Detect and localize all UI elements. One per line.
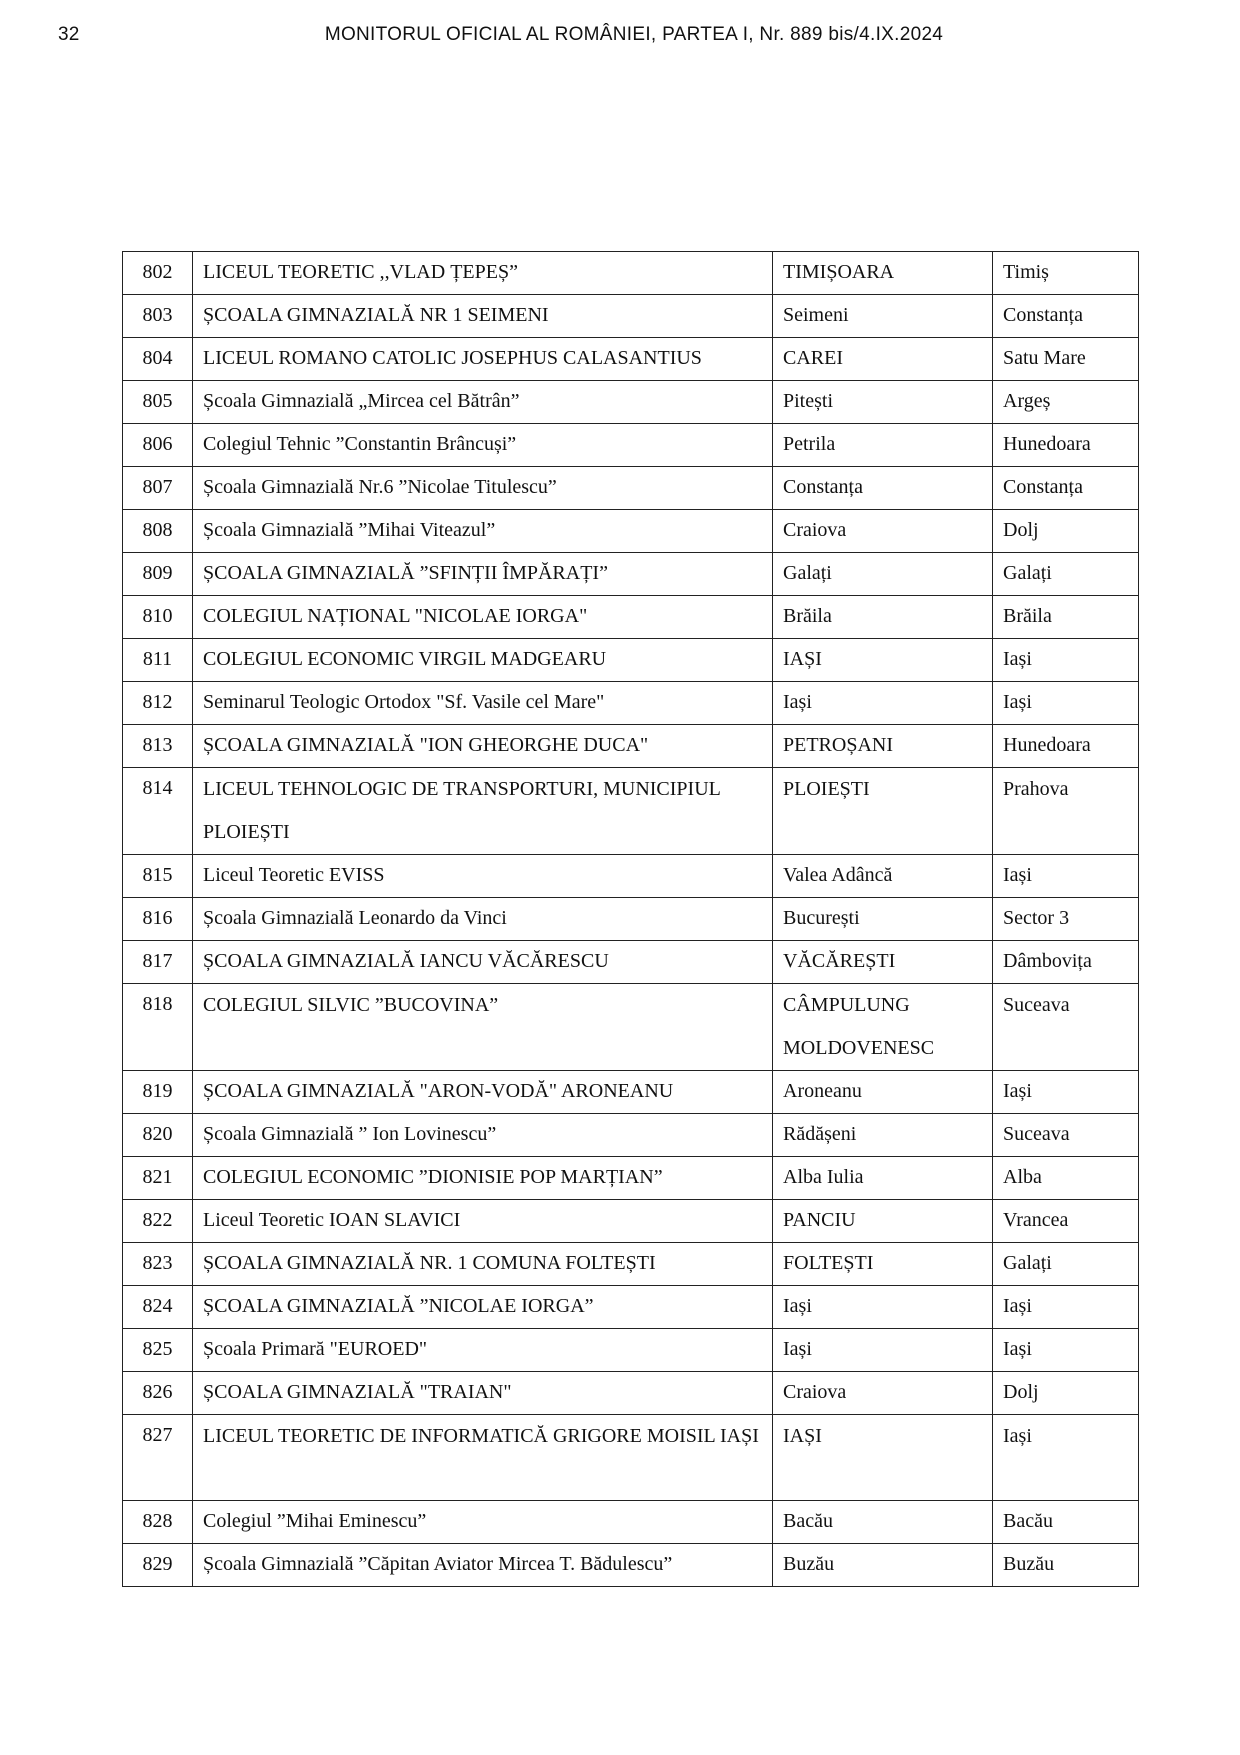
table-row [123,1200,1139,1243]
school-name: Școala Gimnazială ” Ion Lovinescu” [193,1114,773,1157]
row-number: 822 [123,1200,193,1243]
school-name: LICEUL TEHNOLOGIC DE TRANSPORTURI, MUNICIPIUL PLOIEȘTI [193,768,773,855]
school-name: Școala Gimnazială Leonardo da Vinci [193,898,773,941]
county: Alba [993,1157,1139,1200]
locality: Galați [773,553,993,596]
table-row [123,639,1139,682]
locality: Pitești [773,381,993,424]
school-name: ȘCOALA GIMNAZIALĂ NR 1 SEIMENI [193,295,773,338]
county: Prahova [993,768,1139,855]
school-name: Școala Gimnazială ”Mihai Viteazul” [193,510,773,553]
county: Suceava [993,1114,1139,1157]
row-number: 812 [123,682,193,725]
row-number: 823 [123,1243,193,1286]
locality: Valea Adâncă [773,855,993,898]
table-row [123,467,1139,510]
schools-table-body [123,252,1139,1587]
county: Buzău [993,1544,1139,1587]
school-name: ȘCOALA GIMNAZIALĂ IANCU VĂCĂRESCU [193,941,773,984]
school-name: Colegiul ”Mihai Eminescu” [193,1501,773,1544]
table-row [123,1286,1139,1329]
locality: Craiova [773,1372,993,1415]
county: Timiș [993,252,1139,295]
locality: Rădășeni [773,1114,993,1157]
county: Bacău [993,1501,1139,1544]
school-name: COLEGIUL SILVIC ”BUCOVINA” [193,984,773,1071]
row-number: 825 [123,1329,193,1372]
table-row [123,1071,1139,1114]
school-name: LICEUL TEORETIC DE INFORMATICĂ GRIGORE MOISIL IAȘI [193,1415,773,1501]
row-number: 817 [123,941,193,984]
row-number: 826 [123,1372,193,1415]
school-name: Școala Gimnazială ”Căpitan Aviator Mircea T. Bădulescu” [193,1544,773,1587]
row-number: 803 [123,295,193,338]
table-row [123,768,1139,855]
table-row [123,1415,1139,1501]
county: Galați [993,553,1139,596]
school-name: LICEUL TEORETIC ,,VLAD ȚEPEȘ” [193,252,773,295]
table-row [123,252,1139,295]
table-row [123,941,1139,984]
row-number: 820 [123,1114,193,1157]
locality: Brăila [773,596,993,639]
row-number: 809 [123,553,193,596]
table-row [123,898,1139,941]
locality: Iași [773,1329,993,1372]
table-row [123,1501,1139,1544]
table-row [123,338,1139,381]
row-number: 806 [123,424,193,467]
row-number: 807 [123,467,193,510]
county: Brăila [993,596,1139,639]
county: Iași [993,1286,1139,1329]
school-name: Școala Primară "EUROED" [193,1329,773,1372]
school-name: Seminarul Teologic Ortodox "Sf. Vasile cel Mare" [193,682,773,725]
county: Iași [993,855,1139,898]
row-number: 828 [123,1501,193,1544]
row-number: 815 [123,855,193,898]
row-number: 811 [123,639,193,682]
county: Iași [993,639,1139,682]
school-name: ȘCOALA GIMNAZIALĂ NR. 1 COMUNA FOLTEȘTI [193,1243,773,1286]
county: Argeș [993,381,1139,424]
school-name: Școala Gimnazială Nr.6 ”Nicolae Titulescu” [193,467,773,510]
county: Vrancea [993,1200,1139,1243]
row-number: 819 [123,1071,193,1114]
locality: PLOIEȘTI [773,768,993,855]
page-number: 32 [58,24,80,45]
locality: Petrila [773,424,993,467]
school-name: Liceul Teoretic IOAN SLAVICI [193,1200,773,1243]
locality: PANCIU [773,1200,993,1243]
locality: PETROȘANI [773,725,993,768]
county: Constanța [993,467,1139,510]
row-number: 814 [123,768,193,855]
table-row [123,725,1139,768]
locality: Bacău [773,1501,993,1544]
table-row [123,424,1139,467]
locality: Buzău [773,1544,993,1587]
locality: Iași [773,682,993,725]
county: Satu Mare [993,338,1139,381]
row-number: 824 [123,1286,193,1329]
locality: Craiova [773,510,993,553]
school-name: ȘCOALA GIMNAZIALĂ "ARON-VODĂ" ARONEANU [193,1071,773,1114]
locality: VĂCĂREȘTI [773,941,993,984]
page-header-title: MONITORUL OFICIAL AL ROMÂNIEI, PARTEA I, Nr. 889 bis/4.IX.2024 [324,24,944,45]
school-name: COLEGIUL ECONOMIC VIRGIL MADGEARU [193,639,773,682]
row-number: 818 [123,984,193,1071]
county: Iași [993,1415,1139,1501]
locality: Aroneanu [773,1071,993,1114]
county: Galați [993,1243,1139,1286]
table-row [123,510,1139,553]
locality: Seimeni [773,295,993,338]
school-name: ȘCOALA GIMNAZIALĂ ”NICOLAE IORGA” [193,1286,773,1329]
locality: Constanța [773,467,993,510]
locality: IAȘI [773,639,993,682]
row-number: 829 [123,1544,193,1587]
row-number: 827 [123,1415,193,1501]
schools-table [122,251,1139,1587]
table-row [123,984,1139,1071]
row-number: 805 [123,381,193,424]
row-number: 808 [123,510,193,553]
locality: Alba Iulia [773,1157,993,1200]
locality: TIMIȘOARA [773,252,993,295]
locality: CAREI [773,338,993,381]
county: Constanța [993,295,1139,338]
county: Hunedoara [993,424,1139,467]
school-name: COLEGIUL ECONOMIC ”DIONISIE POP MARȚIAN” [193,1157,773,1200]
table-row [123,1157,1139,1200]
locality: București [773,898,993,941]
county: Dolj [993,1372,1139,1415]
table-row [123,1114,1139,1157]
row-number: 804 [123,338,193,381]
row-number: 816 [123,898,193,941]
school-name: ȘCOALA GIMNAZIALĂ "TRAIAN" [193,1372,773,1415]
county: Sector 3 [993,898,1139,941]
table-row [123,295,1139,338]
row-number: 813 [123,725,193,768]
county: Suceava [993,984,1139,1071]
school-name: LICEUL ROMANO CATOLIC JOSEPHUS CALASANTIUS [193,338,773,381]
school-name: Școala Gimnazială „Mircea cel Bătrân” [193,381,773,424]
school-name: Liceul Teoretic EVISS [193,855,773,898]
table-row [123,596,1139,639]
school-name: COLEGIUL NAȚIONAL "NICOLAE IORGA" [193,596,773,639]
table-row [123,1544,1139,1587]
table-row [123,1372,1139,1415]
school-name: ȘCOALA GIMNAZIALĂ ”SFINȚII ÎMPĂRAȚI” [193,553,773,596]
locality: FOLTEȘTI [773,1243,993,1286]
table-row [123,553,1139,596]
school-name: ȘCOALA GIMNAZIALĂ "ION GHEORGHE DUCA" [193,725,773,768]
county: Hunedoara [993,725,1139,768]
locality: CÂMPULUNG MOLDOVENESC [773,984,993,1071]
school-name: Colegiul Tehnic ”Constantin Brâncuși” [193,424,773,467]
locality: IAȘI [773,1415,993,1501]
row-number: 821 [123,1157,193,1200]
county: Iași [993,1071,1139,1114]
table-row [123,1329,1139,1372]
county: Dâmbovița [993,941,1139,984]
county: Dolj [993,510,1139,553]
table-row [123,381,1139,424]
county: Iași [993,1329,1139,1372]
table-row [123,855,1139,898]
table-row [123,1243,1139,1286]
row-number: 810 [123,596,193,639]
locality: Iași [773,1286,993,1329]
row-number: 802 [123,252,193,295]
county: Iași [993,682,1139,725]
table-row [123,682,1139,725]
